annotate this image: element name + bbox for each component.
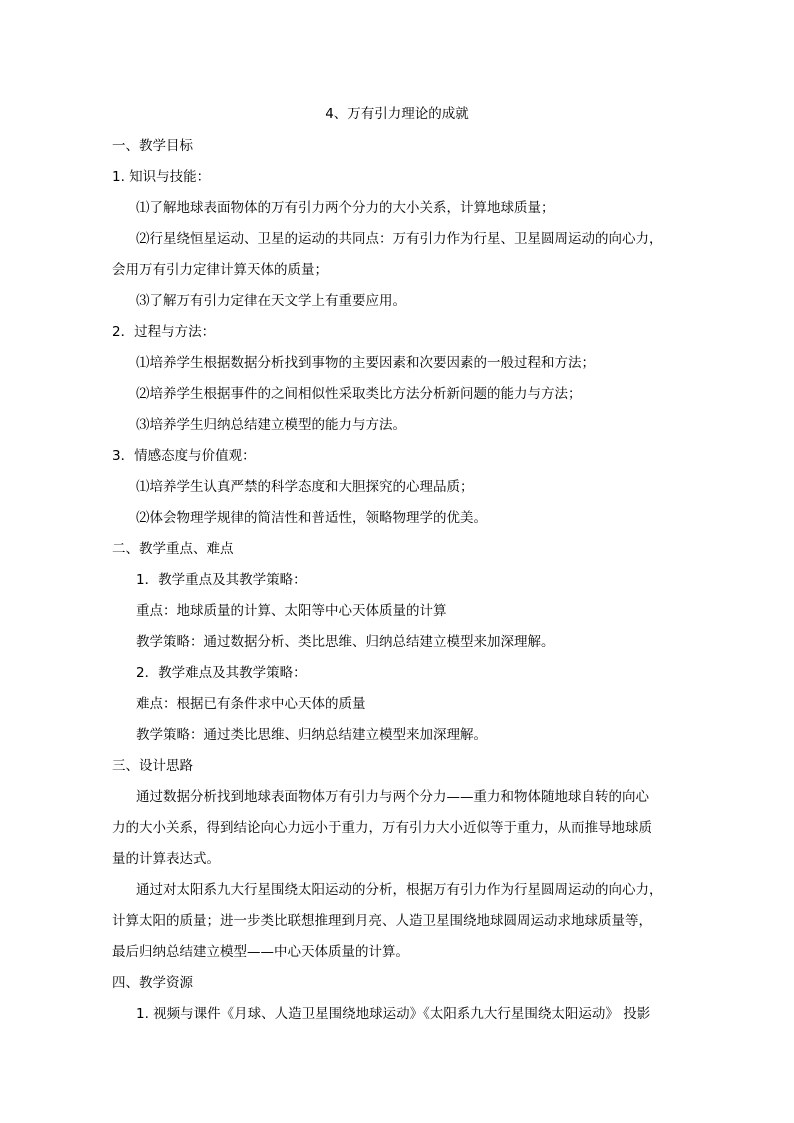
paragraph-line: 重点：地球质量的计算、太阳等中心天体质量的计算 [136, 603, 447, 619]
paragraph-line: 1．教学重点及其教学策略： [136, 572, 307, 588]
section-heading-key-points: 二、教学重点、难点 [112, 541, 234, 557]
paragraph-line: 教学策略：通过类比思维、归纳总结建立模型来加深理解。 [136, 727, 487, 743]
paragraph-line: 计算太阳的质量；进一步类比联想推理到月亮、人造卫星围绕地球圆周运动求地球质量等， [112, 913, 652, 929]
subheading-knowledge-skills: 1. 知识与技能： [112, 169, 211, 185]
paragraph-line: ⑴了解地球表面物体的万有引力两个分力的大小关系，计算地球质量； [136, 200, 555, 216]
section-heading-design: 三、设计思路 [112, 758, 193, 774]
paragraph-line: ⑴培养学生认真严禁的科学态度和大胆探究的心理品质； [136, 479, 474, 495]
paragraph-line: ⑵培养学生根据事件的之间相似性采取类比方法分析新问题的能力与方法； [136, 386, 582, 402]
paragraph-line: 通过对太阳系九大行星围绕太阳运动的分析，根据万有引力作为行星圆周运动的向心力， [136, 882, 663, 898]
paragraph-line: ⑵行星绕恒星运动、卫星的运动的共同点：万有引力作为行星、卫星圆周运动的向心力， [136, 231, 663, 247]
paragraph-line: ⑶培养学生归纳总结建立模型的能力与方法。 [136, 417, 406, 433]
section-heading-resources: 四、教学资源 [112, 975, 193, 991]
paragraph-line: ⑵体会物理学规律的简洁性和普适性，领略物理学的优美。 [136, 510, 487, 526]
paragraph-line: 会用万有引力定律计算天体的质量； [112, 262, 328, 278]
paragraph-line: 通过数据分析找到地球表面物体万有引力与两个分力——重力和物体随地球自转的向心 [136, 789, 649, 805]
section-heading-objectives: 一、教学目标 [112, 138, 193, 154]
paragraph-line: ⑴培养学生根据数据分析找到事物的主要因素和次要因素的一般过程和方法； [136, 355, 595, 371]
document-title: 4、万有引力理论的成就 [325, 106, 469, 122]
paragraph-line: ⑶了解万有引力定律在天文学上有重要应用。 [136, 293, 406, 309]
paragraph-line: 教学策略：通过数据分析、类比思维、归纳总结建立模型来加深理解。 [136, 634, 555, 650]
subheading-attitudes-values: 3．情感态度与价值观： [112, 448, 256, 464]
paragraph-line: 2．教学难点及其教学策略： [136, 665, 307, 681]
paragraph-line: 量的计算表达式。 [112, 851, 220, 867]
paragraph-line: 力的大小关系，得到结论向心力远小于重力，万有引力大小近似等于重力，从而推导地球质 [112, 820, 652, 836]
subheading-process-methods: 2．过程与方法： [112, 324, 216, 340]
paragraph-line: 难点：根据已有条件求中心天体的质量 [136, 696, 366, 712]
paragraph-line: 最后归纳总结建立模型——中心天体质量的计算。 [112, 944, 409, 960]
paragraph-line: 1. 视频与课件《月球、人造卫星围绕地球运动》《太阳系九大行星围绕太阳运动》 投影 [136, 1006, 651, 1022]
